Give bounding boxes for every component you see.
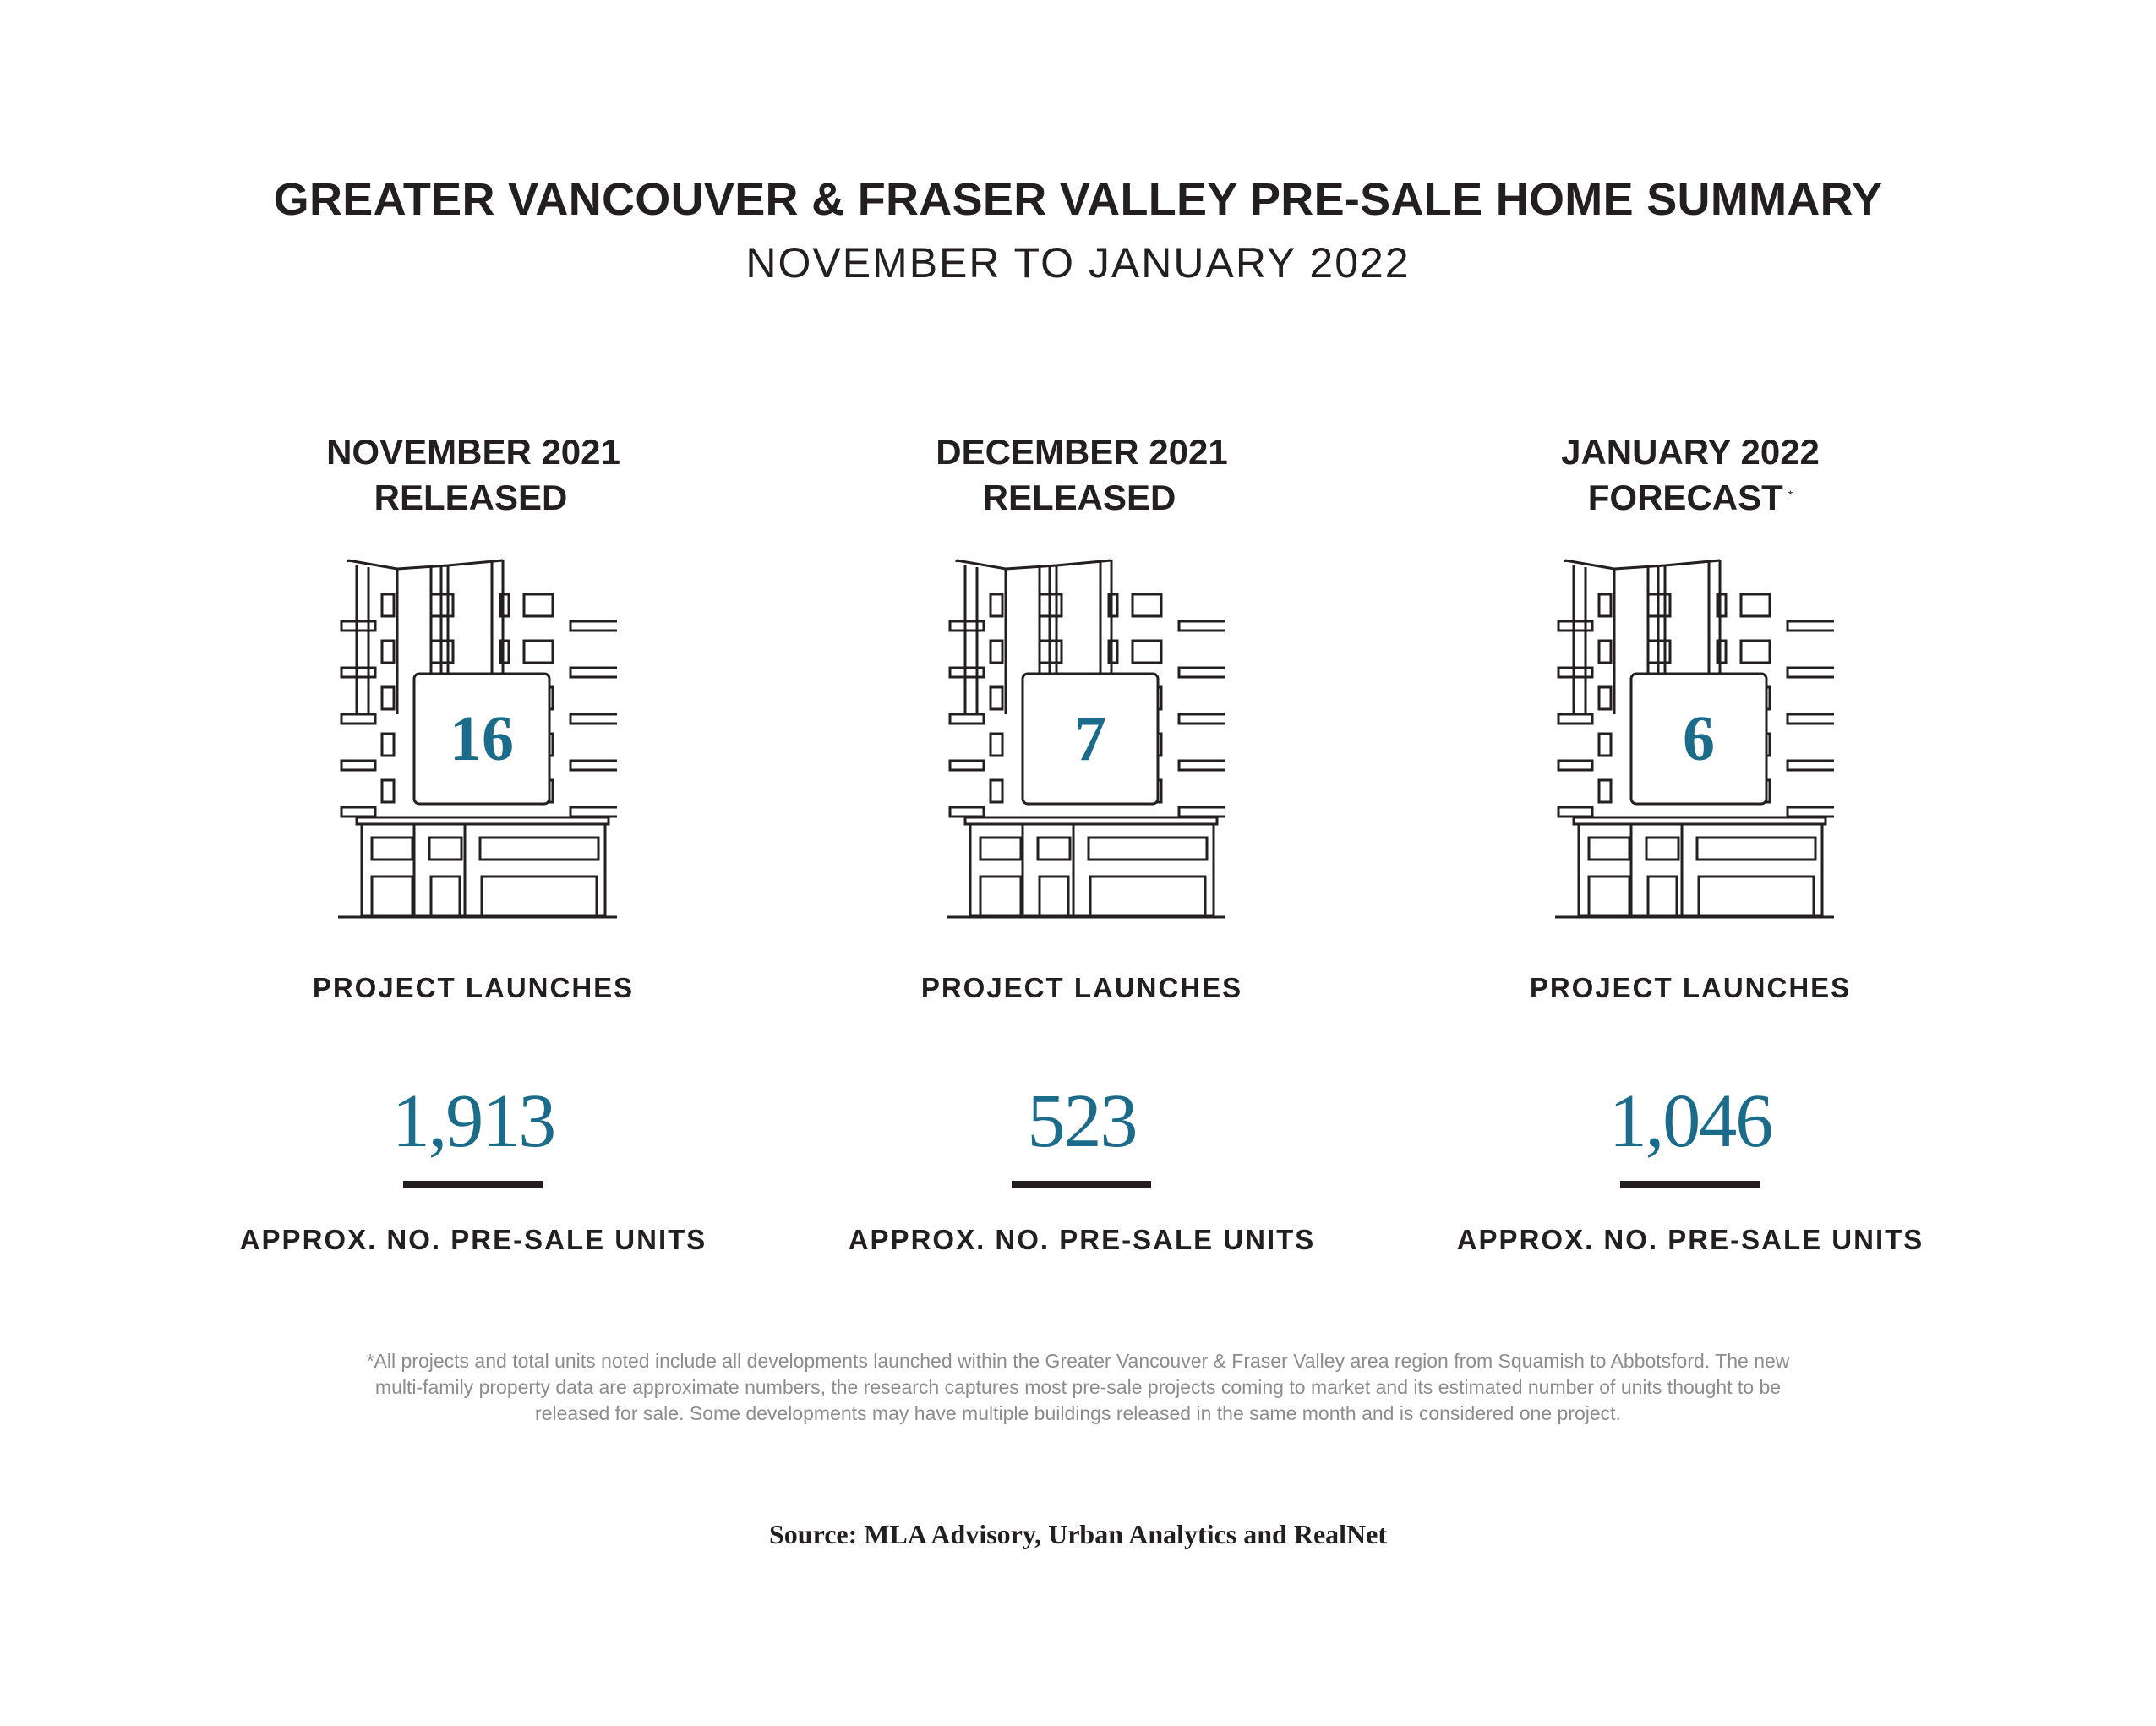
period-status: FORECAST: [1587, 478, 1783, 517]
units-value: 1,046: [1608, 1079, 1772, 1163]
building-icon: [1547, 554, 1834, 921]
project-launches-count: 6: [1683, 703, 1715, 774]
period-month: NOVEMBER 2021: [326, 432, 620, 472]
units-value: 1,913: [391, 1079, 555, 1163]
building-icon: [330, 554, 617, 921]
project-launches-count: 7: [1074, 703, 1106, 774]
divider: [1012, 1181, 1151, 1188]
page-title: GREATER VANCOUVER & FRASER VALLEY PRE-SALE HOME SUMMARY: [273, 174, 1883, 225]
period-month: DECEMBER 2021: [936, 432, 1228, 472]
footnote: [0, 1348, 2156, 1427]
month-column-november: [135, 0, 811, 1285]
divider: [403, 1181, 543, 1188]
project-launches-label: PROJECT LAUNCHES: [312, 972, 635, 1003]
units-label: APPROX. NO. PRE-SALE UNITS: [848, 1224, 1316, 1255]
month-column-january: [1352, 0, 2028, 1285]
units-value: 523: [1027, 1079, 1137, 1163]
divider: [1620, 1181, 1760, 1188]
period-month: JANUARY 2022: [1561, 432, 1820, 472]
footnote-line: multi-family property data are approximate numbers, the research captures most pre-sale projects coming to market and its estimated number of units thought to be: [374, 1376, 1782, 1398]
period-heading: [744, 429, 1420, 521]
project-launches-label: PROJECT LAUNCHES: [920, 972, 1243, 1003]
source-citation: Source: MLA Advisory, Urban Analytics and RealNet: [769, 1519, 1387, 1549]
page-subtitle: NOVEMBER TO JANUARY 2022: [745, 239, 1411, 287]
month-column-december: [744, 0, 1420, 1285]
project-launches-label: PROJECT LAUNCHES: [1529, 972, 1852, 1003]
period-status: RELEASED: [982, 478, 1176, 517]
period-heading: [135, 429, 811, 521]
footnote-marker: *: [1788, 488, 1793, 501]
project-launches-count: 16: [450, 703, 514, 774]
period-status: RELEASED: [374, 478, 568, 517]
units-label: APPROX. NO. PRE-SALE UNITS: [239, 1224, 707, 1255]
footnote-line: released for sale. Some developments may have multiple buildings released in the same month and is considered one project.: [535, 1402, 1621, 1424]
footnote-line: *All projects and total units noted include all developments launched within the Greater Vancouver & Fraser Valley area region from Squamish to Abbotsford. The new: [366, 1350, 1790, 1372]
units-label: APPROX. NO. PRE-SALE UNITS: [1456, 1224, 1924, 1255]
period-heading: [1352, 429, 2028, 521]
building-icon: [938, 554, 1225, 921]
